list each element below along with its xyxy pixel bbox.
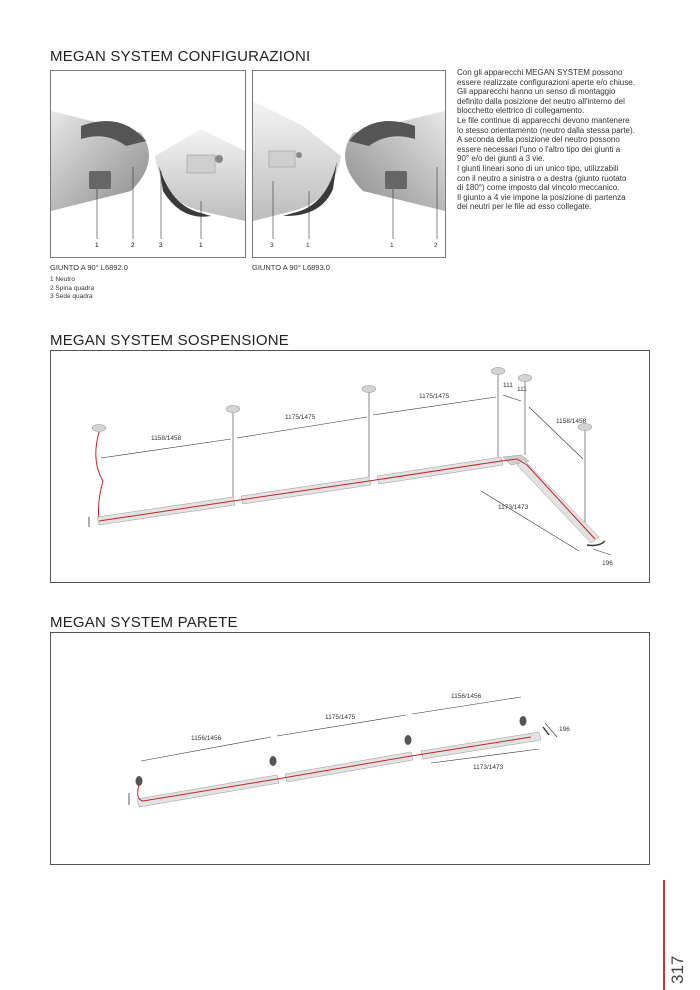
sospensione-diagram (50, 350, 650, 583)
joint-image-left (50, 70, 246, 258)
description-line: essere realizzate configurazioni aperte e/o chiuse. (457, 77, 635, 87)
legend-item-spina: 2 Spina quadra (50, 284, 95, 292)
section-title-parete: MEGAN SYSTEM PARETE (50, 614, 238, 631)
joint-right-num-2: 1 (306, 242, 310, 249)
joint-left-illustration (51, 71, 245, 257)
sospensione-illustration (51, 351, 649, 582)
legend-item-sede: 3 Sede quadra (50, 293, 93, 300)
joint-legend (50, 276, 94, 302)
joint-left-num-4: 1 (199, 242, 203, 249)
parete-dim-3: 1156/1456 (451, 693, 482, 700)
joint-right-num-4: 2 (434, 242, 438, 249)
description-line: Il giunto a 4 vie impone la posizione di partenza (457, 192, 626, 202)
joint-image-right (252, 70, 446, 258)
joint-right-num-1: 3 (270, 242, 274, 249)
section-title-sospensione: MEGAN SYSTEM SOSPENSIONE (50, 332, 290, 349)
parete-dim-4: 196 (559, 726, 570, 733)
description-line: lo stesso orientamento (neutro dalla stessa parte). (457, 125, 635, 135)
description-line: Con gli apparecchi MEGAN SYSTEM possono (457, 68, 623, 77)
description-line: definito dalla posizione del neutro all'interno del (457, 96, 625, 106)
parete-dim-2: 1175/1475 (325, 714, 356, 721)
description-line: blocchetto elettrico di collegamento. (457, 106, 585, 116)
description-line: con il neutro a sinistra o a destra (giunto ruotato (457, 173, 627, 183)
description-text (457, 68, 662, 212)
section-title-configurazioni: MEGAN SYSTEM CONFIGURAZIONI (50, 48, 311, 65)
sospensione-dim-3: 1175/1475 (419, 393, 450, 400)
description-line: dei neutri per le file ad esso collegate. (457, 202, 592, 212)
description-line: di 180°) come imposto dal vincolo meccanico. (457, 183, 620, 193)
joint-right-num-3: 1 (390, 242, 394, 249)
description-line: Le file continue di apparecchi devono mantenere (457, 115, 630, 125)
page-number: 317 (668, 955, 687, 984)
sospensione-dim-6: 1158/1458 (556, 418, 587, 425)
page-accent-rule (663, 880, 665, 990)
description-line: 90° e/o dei giunti a 3 vie. (457, 154, 545, 164)
description-line: I giunti lineari sono di un unico tipo, utilizzabili (457, 163, 619, 173)
sospensione-dim-7: 1173/1473 (498, 504, 529, 511)
parete-diagram (50, 632, 650, 865)
joint-right-caption: GIUNTO A 90° L6893.0 (252, 263, 330, 272)
sospensione-dim-4: 111 (503, 382, 513, 389)
joint-left-num-3: 3 (159, 242, 163, 249)
joint-right-illustration (253, 71, 445, 257)
joint-left-num-1: 1 (95, 242, 99, 249)
parete-illustration (51, 633, 649, 864)
description-line: Gli apparecchi hanno un senso di montaggio (457, 87, 616, 97)
sospensione-dim-1: 1158/1458 (151, 435, 182, 442)
parete-dim-1: 1156/1456 (191, 735, 222, 742)
joint-left-num-2: 2 (131, 242, 135, 249)
sospensione-dim-2: 1175/1475 (285, 414, 316, 421)
description-line: A seconda della posizione del neutro possono (457, 135, 620, 145)
joint-left-caption: GIUNTO A 90° L6892.0 (50, 263, 128, 272)
sospensione-dim-5: 111 (517, 386, 527, 393)
page-number-wrap (668, 940, 698, 990)
legend-item-neutro: 1 Neutro (50, 276, 75, 283)
description-line: essere necessari l'uno o l'altro tipo dei giunti a (457, 144, 621, 154)
sospensione-dim-8: 196 (602, 560, 613, 567)
parete-dim-5: 1173/1473 (473, 764, 504, 771)
